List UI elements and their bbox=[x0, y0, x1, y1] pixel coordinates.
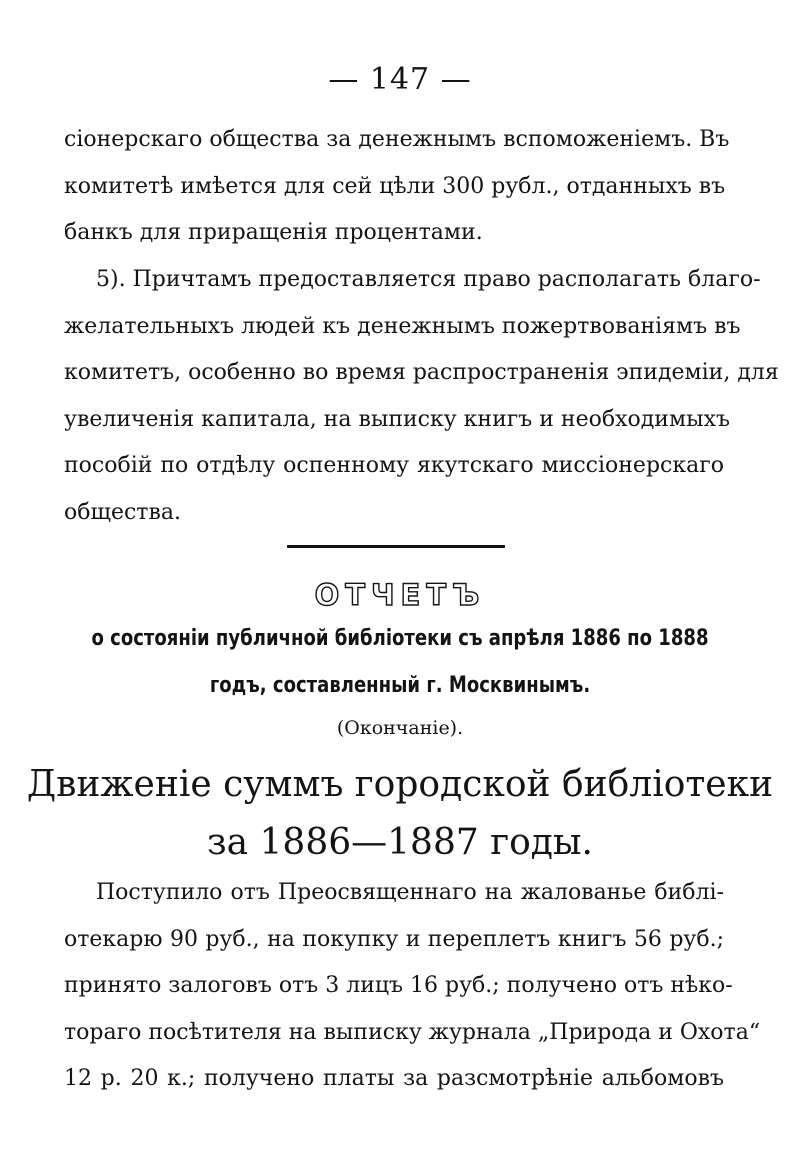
section-heading-line-1: Движеніе суммъ городской библіотеки bbox=[26, 764, 774, 805]
text-line: отекарю 90 руб., на покупку и переплетъ книгъ 56 руб.; bbox=[64, 926, 724, 952]
text-line: принято залоговъ отъ 3 лицъ 16 руб.; получено отъ нѣко- bbox=[64, 973, 733, 998]
report-subtitle-line-1: о состояніи публичной библіотеки съ апрѣля 1886 по 1888 bbox=[91, 626, 709, 651]
continuation-note: (Окончаніе). bbox=[336, 717, 464, 739]
text-line: увеличенія капитала, на выписку книгъ и необходимыхъ bbox=[64, 406, 730, 432]
text-line: желательныхъ людей къ денежнымъ пожертвованіямъ въ bbox=[64, 313, 741, 339]
text-line: Поступило отъ Преосвященнаго на жалованье библі- bbox=[96, 880, 724, 905]
text-line: общества. bbox=[64, 499, 181, 525]
page-number: — 147 — bbox=[328, 62, 472, 97]
report-subtitle-line-2: годъ, составленный г. Москвинымъ. bbox=[209, 673, 591, 698]
text-line: 12 р. 20 к.; получено платы за разсмотрѣніе альбомовъ bbox=[64, 1066, 724, 1091]
paragraph-item-5 bbox=[64, 257, 779, 536]
paragraph-income bbox=[64, 870, 761, 1103]
text-line: пособій по отдѣлу оспенному якутскаго миссіонерскаго bbox=[64, 453, 724, 478]
text-line: сіонерскаго общества за денежнымъ вспоможеніемъ. Въ bbox=[64, 127, 730, 152]
text-line: 5). Причтамъ предоставляется право располагать благо- bbox=[96, 267, 761, 292]
text-line: комитетъ, особенно во время распространенія эпидеміи, для bbox=[64, 360, 779, 385]
section-heading-line-2: за 1886—1887 годы. bbox=[206, 822, 593, 863]
text-line: комитетѣ имѣется для сей цѣли 300 рубл., отданныхъ въ bbox=[64, 173, 726, 199]
paragraph-continuation bbox=[64, 117, 730, 257]
text-line: банкъ для приращенія процентами. bbox=[64, 220, 483, 245]
section-divider bbox=[287, 545, 505, 548]
report-title: ОТЧЕТЪ bbox=[314, 578, 486, 612]
text-line: тораго посѣтителя на выписку журнала „Природа и Охота“ bbox=[64, 1019, 761, 1045]
